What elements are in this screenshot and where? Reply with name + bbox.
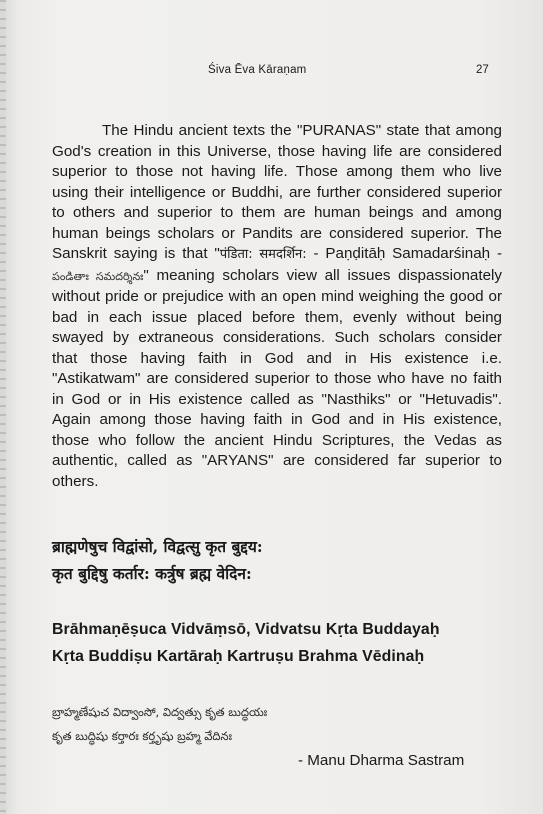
binding-edge (0, 0, 6, 814)
verse-devanagari (52, 533, 512, 587)
verse-transliteration (52, 616, 522, 670)
verse-devanagari-line-2: कृत बुद्दिषु कर्तार: कर्त्रुष ब्रह्म वेदिन: (52, 564, 252, 583)
verse-transliteration-line-1: Brāhmaṇēṣuca Vidvāṃsō, Vidvatsu Kṛta Buddayaḥ (52, 621, 440, 638)
verse-telugu (52, 700, 512, 748)
dash-separator: - (306, 245, 326, 262)
page-header (0, 64, 543, 80)
page-number: 27 (476, 64, 489, 76)
running-title: Śiva Ēva Kāraṇam (208, 64, 307, 76)
verse-telugu-line-2: కృత బుద్ధిషు కర్తారః కర్తృషు బ్రహ్మ వేదినః (52, 729, 233, 743)
sanskrit-telugu-phrase: పండితాః సమదర్శినః (52, 269, 144, 283)
paragraph (52, 121, 502, 492)
body-paragraph (52, 121, 502, 492)
paragraph-main-text: The Hindu ancient texts the "PURANAS" state that among God's creation in this Universe, those having life are considered superior to those not having life. Those among them who live using their intelligence or Buddhi, are further considered superior to others and superior to them are human beings and among human beings scholars or Pandits are considered superior. The Sanskrit saying is that " (52, 122, 502, 262)
verse-devanagari-line-1: ब्राह्मणेषुच विद्वांसो, विद्वत्सु कृत बुद्दय: (52, 537, 263, 556)
verse-attribution: - Manu Dharma Sastram (298, 752, 465, 769)
verse-telugu-line-1: బ్రాహ్మణేషుచ విద్వాంసో, విద్వత్సు కృత బుద్ధయః (52, 705, 268, 719)
sanskrit-devanagari-phrase: पंडिता: समदर्शिन: (219, 247, 307, 262)
sanskrit-transliteration-phrase: Paṇḍitāḥ Samadarśinaḥ (325, 245, 491, 262)
paragraph-rest-text: " meaning scholars view all issues dispassionately without pride or prejudice with an open mind weighing the good or bad in each issue placed before them, evenly without being swayed by extraneous considerations. Such scholars consider that those having faith in God and in His existence i.e. "Astikatwam" are considered superior to those who have no faith in God or in His existence called as "Nasthiks" or "Hetuvadis". Again among those having faith in God and in His existence, those who follow the ancient Hindu Scriptures, the Vedas as authentic, called as "ARYANS" are considered far superior to others. (52, 266, 502, 490)
dash-separator: - (490, 245, 503, 262)
verse-transliteration-line-2: Kṛta Buddiṣu Kartāraḥ Kartruṣu Brahma Vēdinaḥ (52, 648, 425, 665)
